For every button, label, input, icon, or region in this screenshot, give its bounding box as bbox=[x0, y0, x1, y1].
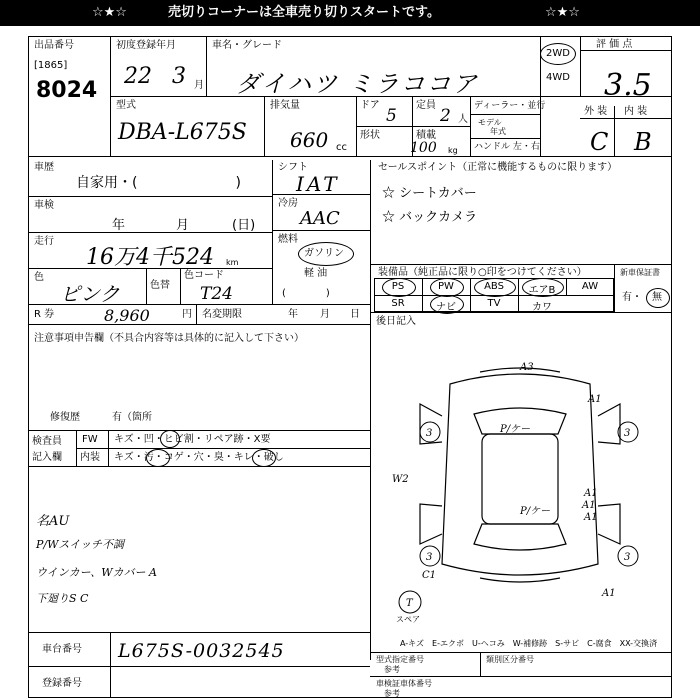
banner-stars-left: ☆★☆ bbox=[92, 5, 127, 20]
equip-navi: ナビ bbox=[436, 302, 456, 313]
inspector-row2-circle-1 bbox=[146, 449, 170, 467]
dmg-label-a1-side1: A1 bbox=[584, 488, 598, 499]
dmg-label-c1: C1 bbox=[422, 570, 437, 581]
remark-4: 下廻りS C bbox=[36, 592, 89, 605]
cap-label: 定員 bbox=[416, 100, 436, 111]
banner bbox=[0, 0, 700, 26]
inspector-label-2: 記入欄 bbox=[32, 452, 62, 463]
dmg-label-3-rl: 3 bbox=[426, 552, 433, 563]
lot-label: 出品番号 bbox=[34, 40, 74, 51]
footer-vin-label: 車検証車体番号 bbox=[376, 679, 432, 688]
sales-item-1: ☆ シートカバー bbox=[382, 186, 477, 201]
sales-item-2: ☆ バックカメラ bbox=[382, 210, 478, 225]
equip-aw: AW bbox=[581, 281, 599, 292]
repair-value: 有（箇所 bbox=[112, 412, 152, 423]
ext-label: 外 装 bbox=[584, 106, 608, 117]
cc-label: 排気量 bbox=[270, 100, 300, 111]
inspector-row1-circle bbox=[160, 430, 180, 448]
reg-unit: 月 bbox=[194, 80, 204, 91]
equip-pw: PW bbox=[438, 281, 454, 292]
load-unit: kg bbox=[448, 146, 458, 155]
mileage-value: 16万4千524 bbox=[86, 245, 214, 270]
dmg-label-a1-rear: A1 bbox=[602, 588, 616, 599]
name-value: ダイハツ ミラココア bbox=[236, 70, 479, 98]
inspection-year: 年 bbox=[112, 218, 126, 233]
equip-sr: SR bbox=[391, 298, 405, 309]
spare-label: スペア bbox=[396, 615, 420, 624]
warranty-no: 無 bbox=[652, 292, 662, 303]
mileage-unit: km bbox=[226, 258, 239, 267]
lot-sub: [1865] bbox=[34, 60, 68, 71]
tax-year: 年 bbox=[288, 309, 298, 320]
load-value: 100 bbox=[410, 140, 437, 156]
drive-2wd-circle bbox=[540, 43, 576, 65]
footer-type-ref: 参考 bbox=[384, 665, 400, 674]
fuel-paren: ( ) bbox=[282, 288, 330, 299]
warranty-yes: 有・ bbox=[622, 292, 642, 303]
inspection-month: 月 bbox=[176, 218, 190, 233]
footer-type-label: 型式指定番号 bbox=[376, 655, 424, 664]
dmg-label-pk-front: P/ケー bbox=[500, 424, 531, 435]
chassis-value: L675S-0032545 bbox=[118, 640, 285, 662]
model-year-label: モデル bbox=[478, 118, 502, 127]
dmg-label-3-rr: 3 bbox=[624, 552, 631, 563]
banner-stars-right: ☆★☆ bbox=[545, 5, 580, 20]
color-code-value: T24 bbox=[200, 284, 233, 304]
footer-class-label: 類別区分番号 bbox=[486, 655, 534, 664]
inspector-row2-circle-2 bbox=[252, 449, 276, 467]
cap-unit: 人 bbox=[458, 114, 468, 125]
cc-value: 660 bbox=[290, 128, 329, 152]
tax-month: 月 bbox=[320, 309, 330, 320]
model-year-sub: 年式 bbox=[490, 127, 506, 136]
remark-2: P/Wスイッチ不調 bbox=[36, 538, 124, 551]
equip-abs-circle bbox=[474, 278, 516, 297]
notes-label: 注意事項申告欄（不具合内容等は具体的に記入して下さい） bbox=[34, 333, 304, 344]
inspector-row2: キズ・汚・コゲ・穴・臭・キレ・破し bbox=[114, 452, 284, 463]
fuel-light: 軽 油 bbox=[304, 268, 328, 279]
dmg-label-a3: A3 bbox=[520, 362, 534, 373]
footer-vin-ref: 参考 bbox=[384, 689, 400, 698]
ext-value: C bbox=[590, 128, 609, 156]
inspector-row2-head: 内装 bbox=[80, 452, 100, 463]
tax-day: 日 bbox=[350, 309, 360, 320]
lot-number: 8024 bbox=[36, 78, 98, 103]
drive-4wd: 4WD bbox=[546, 72, 570, 83]
model-value: DBA-L675S bbox=[118, 120, 247, 145]
reg-month: 3 bbox=[172, 64, 186, 89]
repaint-label: 色替 bbox=[150, 280, 170, 291]
color-value: ピンク bbox=[60, 282, 120, 306]
history-label: 車歴 bbox=[34, 162, 54, 173]
cc-unit: cc bbox=[336, 142, 347, 153]
sales-label: セールスポイント（正常に機能するものに限ります） bbox=[378, 162, 618, 173]
equip-airbag: エアB bbox=[528, 285, 556, 296]
damage-legend: A-キズ E-エクボ U-ヘコみ W-補修跡 S-サビ C-腐食 XX-交換済 bbox=[400, 639, 658, 648]
shift-label: シフト bbox=[278, 162, 308, 173]
fuel-label: 燃料 bbox=[278, 234, 298, 245]
equip-ps-circle bbox=[382, 278, 416, 297]
int-value: B bbox=[634, 128, 652, 156]
dmg-label-a1-side2: A1 bbox=[582, 500, 596, 511]
dmg-label-t: T bbox=[406, 598, 413, 609]
r-unit: 円 bbox=[182, 309, 192, 320]
repair-label: 修復歴 bbox=[50, 412, 80, 423]
inspector-label-1: 検査員 bbox=[32, 436, 62, 447]
reg-label: 初度登録年月 bbox=[116, 40, 176, 51]
mileage-label: 走行 bbox=[34, 236, 54, 247]
door-value: 5 bbox=[386, 106, 397, 126]
warranty-label: 新車保証書 bbox=[620, 268, 660, 277]
inspection-day: (日) bbox=[232, 218, 256, 233]
r-value: 8,960 bbox=[104, 306, 150, 325]
fuel-gas: ガソリン bbox=[304, 248, 344, 259]
door-label: ドア bbox=[360, 100, 380, 111]
shift-value: IAT bbox=[296, 172, 340, 196]
history-value: 自家用・( ) bbox=[76, 175, 241, 191]
dmg-label-a1-side3: A1 bbox=[584, 512, 598, 523]
name-label: 車名・グレード bbox=[212, 40, 282, 51]
after-label: 後日記入 bbox=[376, 316, 416, 327]
dealer-label: ディーラー・並行 bbox=[474, 101, 546, 111]
load-label: 積載 bbox=[416, 130, 436, 141]
equip-label: 装備品（純正品に限り○印をつけてください） bbox=[378, 267, 587, 278]
shape-label: 形状 bbox=[360, 130, 380, 141]
equip-tv: TV bbox=[487, 298, 501, 309]
model-label: 型式 bbox=[116, 100, 136, 111]
dmg-label-3-fl: 3 bbox=[426, 428, 433, 439]
color-label: 色 bbox=[34, 272, 44, 283]
int-label: 内 装 bbox=[624, 106, 648, 117]
reg-year: 22 bbox=[124, 64, 152, 89]
remark-1: 名AU bbox=[36, 514, 70, 529]
equip-airbag-circle bbox=[522, 278, 564, 297]
equip-abs: ABS bbox=[484, 281, 504, 292]
inspection-label: 車検 bbox=[34, 200, 54, 211]
fuel-gas-circle bbox=[298, 242, 354, 266]
tax-label: 名変期限 bbox=[202, 309, 242, 320]
grade-label: 評 価 点 bbox=[596, 39, 633, 50]
reg-no-label: 登録番号 bbox=[42, 678, 82, 689]
car-damage-diagram bbox=[370, 324, 672, 624]
r-label: R 券 bbox=[34, 309, 55, 320]
remark-3: ウインカー、Wカバー A bbox=[36, 566, 157, 579]
color-code-label: 色コード bbox=[184, 270, 224, 281]
cap-value: 2 bbox=[440, 106, 451, 126]
equip-ps: PS bbox=[391, 281, 405, 292]
dmg-label-a1-front: A1 bbox=[588, 394, 602, 405]
drive-2wd: 2WD bbox=[546, 48, 570, 59]
dmg-label-w2: W2 bbox=[392, 474, 409, 485]
dmg-label-3-fr: 3 bbox=[624, 428, 631, 439]
grade-value: 3.5 bbox=[604, 68, 652, 103]
banner-text: 売切りコーナーは全車売り切りスタートです。 bbox=[168, 5, 440, 20]
chassis-label: 車台番号 bbox=[42, 644, 82, 655]
warranty-no-circle bbox=[646, 288, 670, 308]
equip-leather: カワ bbox=[532, 302, 552, 313]
inspector-row1-head: FW bbox=[82, 434, 98, 445]
dmg-label-pk-rear: P/ケー bbox=[520, 506, 551, 517]
handle-label: ハンドル 左・右 bbox=[474, 142, 540, 152]
ac-value: AAC bbox=[300, 208, 340, 229]
ac-label: 冷房 bbox=[278, 198, 298, 209]
inspector-row1: キズ・凹・ヒビ割・リペア跡・X要 bbox=[114, 434, 271, 445]
